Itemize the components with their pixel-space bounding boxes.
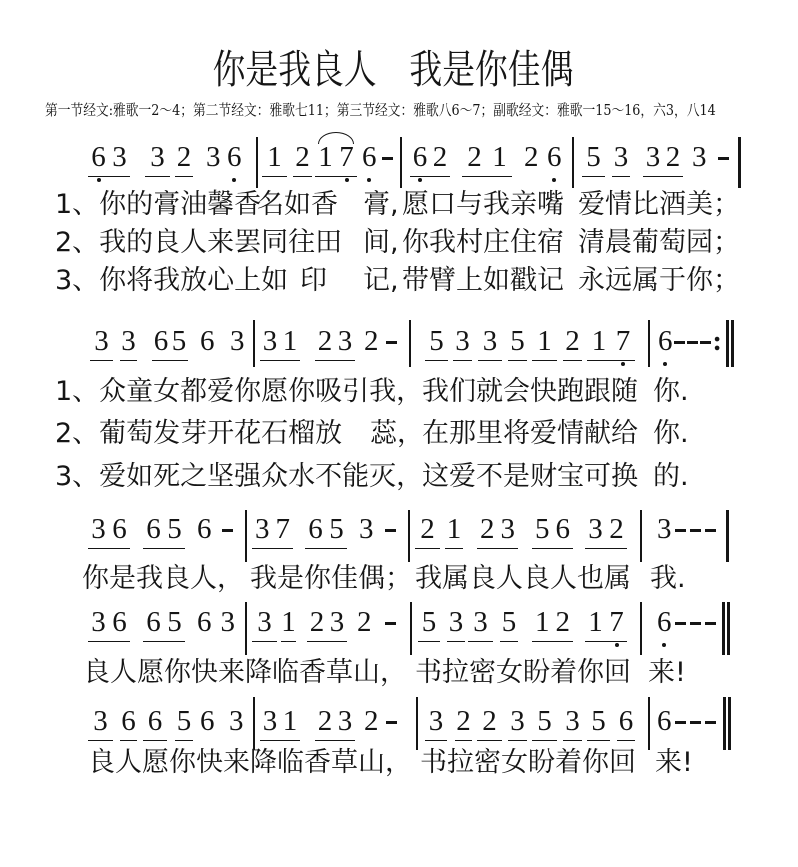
sustain-dash [674, 515, 687, 544]
note-group [524, 143, 538, 176]
note: 3 [262, 705, 278, 737]
note: 3 [337, 325, 353, 357]
underlined-note-group [143, 608, 185, 642]
note-group [200, 707, 216, 740]
lyric-segment: 3、爱如死之坚强众水不能灭， [55, 461, 424, 492]
sustain-dash [686, 327, 699, 356]
note: 6 [112, 606, 127, 638]
sustain-dash [717, 143, 730, 172]
underlined-note-group [585, 515, 627, 549]
lyric-segment: 清晨葡萄园； [578, 227, 740, 258]
lyric-segment: 3、你将我放心上如 [55, 265, 289, 296]
note: 3 [91, 513, 106, 545]
note: 5 [329, 513, 344, 545]
note: 3 [455, 325, 470, 357]
note: 2 [357, 606, 372, 638]
lyric-segment: 你. [653, 376, 689, 407]
note-group [657, 515, 717, 548]
lyric-segment: 我. [650, 563, 686, 594]
underlined-note-group [120, 707, 137, 741]
note: 2 [364, 705, 379, 737]
note: 3 [91, 606, 106, 638]
lyric-segment: 带臂上如戳记 [402, 265, 564, 296]
note-group [227, 143, 241, 176]
sustain-dash [704, 608, 717, 637]
note: 3 [473, 606, 488, 638]
underlined-note-group [145, 143, 170, 177]
sustain-dash [674, 608, 687, 637]
lyric-segment: 书拉密女盼着你回 [415, 657, 631, 688]
note: 1 [282, 325, 298, 357]
underlined-note-group [88, 143, 130, 177]
underlined-note-group [532, 707, 557, 741]
final-barline [722, 602, 730, 655]
underlined-note-group [88, 515, 130, 549]
slur-tie [318, 132, 354, 144]
underlined-note-group [175, 707, 193, 741]
note: 1 [267, 141, 282, 173]
underlined-note-group [563, 707, 582, 741]
note: 5 [176, 705, 192, 737]
note: 3 [657, 513, 672, 545]
underlined-note-group [281, 608, 296, 642]
low-octave-note: 6 [412, 141, 428, 173]
underlined-note-group [418, 608, 440, 642]
underlined-note-group [410, 143, 450, 177]
note: 3 [565, 705, 580, 737]
underlined-note-group [305, 515, 347, 549]
note: 1 [281, 606, 296, 638]
underlined-note-group [293, 143, 312, 177]
sustain-dash [674, 707, 687, 736]
underlined-note-group [563, 327, 582, 361]
underlined-note-group [453, 327, 472, 361]
note: 1 [535, 606, 550, 638]
underlined-note-group [500, 608, 518, 642]
sustain-dash [381, 143, 394, 172]
underlined-note-group [447, 608, 465, 642]
barline [253, 697, 255, 750]
barline [648, 320, 650, 367]
note: 2 [317, 705, 333, 737]
underlined-note-group [260, 327, 300, 361]
lyric-segment: 我是你佳偶； [250, 563, 412, 594]
note-group [197, 608, 235, 641]
sustain-dash [699, 327, 712, 356]
low-octave-note: 7 [609, 606, 624, 638]
note: 2 [420, 513, 435, 545]
song-title [0, 47, 792, 93]
lyric-segment: 在那里将爱情献给 [422, 418, 638, 449]
repeat-barline [726, 320, 734, 367]
barline [253, 320, 255, 367]
note: 6 [112, 513, 127, 545]
sustain-dash [385, 327, 398, 356]
lyric-segment: 我属良人良人也属 [415, 563, 631, 594]
underlined-note-group [532, 608, 573, 642]
underlined-note-group [582, 143, 605, 177]
underlined-note-group [585, 608, 627, 642]
note: 2 [467, 141, 482, 173]
note: 2 [176, 141, 192, 173]
sustain-dash [384, 608, 397, 637]
lyric-segment: 书拉密女盼着你回 [420, 747, 636, 778]
note: 2 [565, 325, 580, 357]
underlined-note-group [477, 707, 502, 741]
underlined-note-group [462, 143, 512, 177]
sustain-dash [704, 707, 717, 736]
barline [245, 602, 247, 655]
note-group [197, 515, 234, 548]
barline [256, 137, 258, 188]
note: 5 [167, 606, 182, 638]
scripture-references: 第一节经文:雅歌一2～4；第二节经文：雅歌七11；第三节经文：雅歌八6～7；副歌经文：雅歌一15～16，六3，八14 [45, 101, 716, 119]
sustain-dash [689, 515, 702, 544]
note: 6 [657, 705, 672, 737]
note: 3 [510, 705, 525, 737]
note: 3 [257, 606, 272, 638]
underlined-note-group [508, 707, 527, 741]
underlined-note-group [88, 608, 130, 642]
lyric-segment: 你是我良人， [82, 563, 244, 594]
underlined-note-group [532, 327, 557, 361]
note: 6 [146, 513, 161, 545]
note: 3 [337, 705, 353, 737]
note: 5 [421, 606, 437, 638]
lyric-segment: 蕊， [370, 418, 424, 449]
note-group [692, 143, 730, 176]
underlined-note-group [425, 327, 448, 361]
note: 5 [591, 705, 606, 737]
note: 6 [555, 513, 570, 545]
note: 3 [262, 325, 278, 357]
lyric-segment: 良人愿你快来降临香草山， [83, 657, 407, 688]
underlined-note-group [478, 327, 502, 361]
lyric-segment: 膏, [363, 189, 399, 220]
sustain-dash [689, 707, 702, 736]
lyric-segment: 愿口与我亲嘴 [402, 189, 564, 220]
note: 2 [482, 705, 497, 737]
note-group [658, 327, 722, 360]
note: 2 [364, 325, 379, 357]
underlined-note-group [260, 707, 300, 741]
underlined-note-group [315, 327, 355, 361]
sustain-dash [673, 327, 686, 356]
note: 3 [613, 141, 629, 173]
lyric-segment: 爱情比酒美； [578, 189, 740, 220]
barline [416, 697, 418, 750]
single-barline [726, 510, 729, 562]
lyric-segment: 2、我的良人来罢同往田 [55, 227, 343, 258]
underlined-note-group [587, 327, 635, 361]
lyric-segment: 的. [653, 461, 689, 492]
low-octave-note: 7 [339, 141, 354, 173]
note-group [362, 143, 394, 176]
note: 2 [665, 141, 681, 173]
lyric-segment: 你. [653, 418, 689, 449]
note: 2 [555, 606, 570, 638]
note-group [657, 608, 717, 641]
note: 2 [609, 513, 624, 545]
note-group [357, 608, 397, 641]
note: 3 [645, 141, 661, 173]
sustain-dash [221, 515, 234, 544]
barline [400, 137, 402, 188]
barline [640, 510, 642, 562]
song-title-text: 你是我良人 我是你佳偶 [212, 47, 574, 93]
underlined-note-group [468, 608, 493, 642]
note-group [229, 707, 245, 740]
barline [648, 697, 650, 750]
underlined-note-group [425, 707, 447, 741]
lyric-segment: 1、众童女都爱你愿你吸引我， [55, 376, 424, 407]
barline [409, 320, 411, 367]
note: 2 [432, 141, 448, 173]
underlined-note-group [617, 707, 635, 741]
lyric-segment: 来! [655, 747, 693, 778]
note: 3 [220, 606, 235, 638]
note: 5 [537, 705, 552, 737]
lyric-segment: 良人愿你快来降临香草山， [88, 747, 412, 778]
lyric-segment: 来! [648, 657, 686, 688]
underlined-note-group [445, 515, 463, 549]
low-octave-note: 6 [547, 141, 562, 173]
low-octave-note: 6 [657, 606, 672, 638]
underlined-note-group [252, 515, 293, 549]
note: 5 [429, 325, 444, 357]
note: 3 [93, 705, 108, 737]
barline [572, 137, 574, 188]
underlined-note-group [477, 515, 518, 549]
low-octave-note: 6 [658, 325, 673, 357]
sustain-dash [689, 608, 702, 637]
note: 5 [501, 606, 517, 638]
underlined-note-group [262, 143, 287, 177]
note: 6 [121, 705, 136, 737]
note: 3 [206, 141, 221, 173]
note: 3 [112, 141, 127, 173]
note-group [230, 327, 246, 360]
note-group [364, 707, 398, 740]
note: 6 [200, 705, 215, 737]
repeat-dots: : [712, 325, 722, 357]
lyric-segment: 间, [363, 227, 399, 258]
note: 3 [692, 141, 707, 173]
final-barline [723, 697, 731, 750]
low-octave-note: 6 [362, 141, 377, 173]
lyric-segment: 2、葡萄发芽开花石榴放 [55, 418, 343, 449]
barline [408, 510, 410, 562]
lyric-segment: 名如香 [257, 189, 338, 220]
note: 6 [197, 606, 212, 638]
note: 6 [200, 325, 215, 357]
underlined-note-group [175, 143, 193, 177]
barline [410, 602, 412, 655]
note: 2 [309, 606, 325, 638]
underlined-note-group [315, 707, 355, 741]
note: 3 [500, 513, 515, 545]
low-octave-note: 7 [615, 325, 631, 357]
lyric-segment: 这爱不是财宝可换 [422, 461, 638, 492]
underlined-note-group [587, 707, 610, 741]
note: 6 [308, 513, 323, 545]
note: 1 [492, 141, 507, 173]
note: 5 [535, 513, 550, 545]
note-group [200, 327, 216, 360]
note: 7 [275, 513, 290, 545]
note: 3 [588, 513, 603, 545]
note: 1 [282, 705, 298, 737]
single-barline [738, 137, 741, 188]
underlined-note-group [120, 327, 137, 361]
underlined-note-group [143, 707, 167, 741]
note: 6 [153, 325, 169, 357]
lyric-segment: 印 [300, 265, 327, 296]
lyric-segment: 你我村庄住宿 [402, 227, 564, 258]
note-group [547, 143, 561, 176]
lyric-segment: 我们就会快跑跟随 [422, 376, 638, 407]
note: 3 [359, 513, 374, 545]
underlined-note-group [307, 608, 347, 642]
note: 1 [446, 513, 462, 545]
note: 2 [317, 325, 333, 357]
note: 5 [167, 513, 182, 545]
note: 3 [448, 606, 464, 638]
underlined-note-group [252, 608, 277, 642]
note: 2 [295, 141, 310, 173]
note: 3 [230, 325, 245, 357]
note-group [364, 327, 398, 360]
note: 3 [121, 325, 136, 357]
note: 3 [94, 325, 109, 357]
note: 5 [510, 325, 525, 357]
underlined-note-group [455, 707, 472, 741]
underlined-note-group [508, 327, 527, 361]
underlined-note-group [143, 515, 185, 549]
sustain-dash [384, 515, 397, 544]
barline [640, 602, 642, 655]
underlined-note-group [532, 515, 573, 549]
note: 3 [428, 705, 444, 737]
underlined-note-group [643, 143, 683, 177]
note: 2 [524, 141, 539, 173]
sustain-dash [704, 515, 717, 544]
note: 5 [586, 141, 601, 173]
note: 6 [197, 513, 212, 545]
underlined-note-group [415, 515, 440, 549]
note: 6 [147, 705, 163, 737]
lyric-segment: 永远属于你； [578, 265, 740, 296]
lyric-segment: 1、你的膏油馨香 [55, 189, 262, 220]
note: 1 [591, 325, 607, 357]
sustain-dash [385, 707, 398, 736]
note: 1 [537, 325, 552, 357]
note: 3 [329, 606, 345, 638]
low-octave-note: 6 [227, 141, 242, 173]
low-octave-note: 6 [91, 141, 106, 173]
underlined-note-group [612, 143, 630, 177]
note-group [359, 515, 397, 548]
note: 2 [456, 705, 471, 737]
lyric-segment: 记, [363, 265, 399, 296]
note: 1 [588, 606, 603, 638]
note: 3 [229, 705, 244, 737]
note: 3 [150, 141, 165, 173]
note: 1 [318, 141, 333, 173]
note: 2 [480, 513, 495, 545]
note: 5 [171, 325, 187, 357]
underlined-note-group [315, 143, 357, 177]
note-group [206, 143, 220, 176]
underlined-note-group [88, 707, 113, 741]
note-group [657, 707, 717, 740]
note: 6 [146, 606, 161, 638]
note: 3 [255, 513, 270, 545]
barline [245, 510, 247, 562]
note: 3 [482, 325, 498, 357]
underlined-note-group [152, 327, 188, 361]
underlined-note-group [90, 327, 113, 361]
note: 6 [618, 705, 634, 737]
